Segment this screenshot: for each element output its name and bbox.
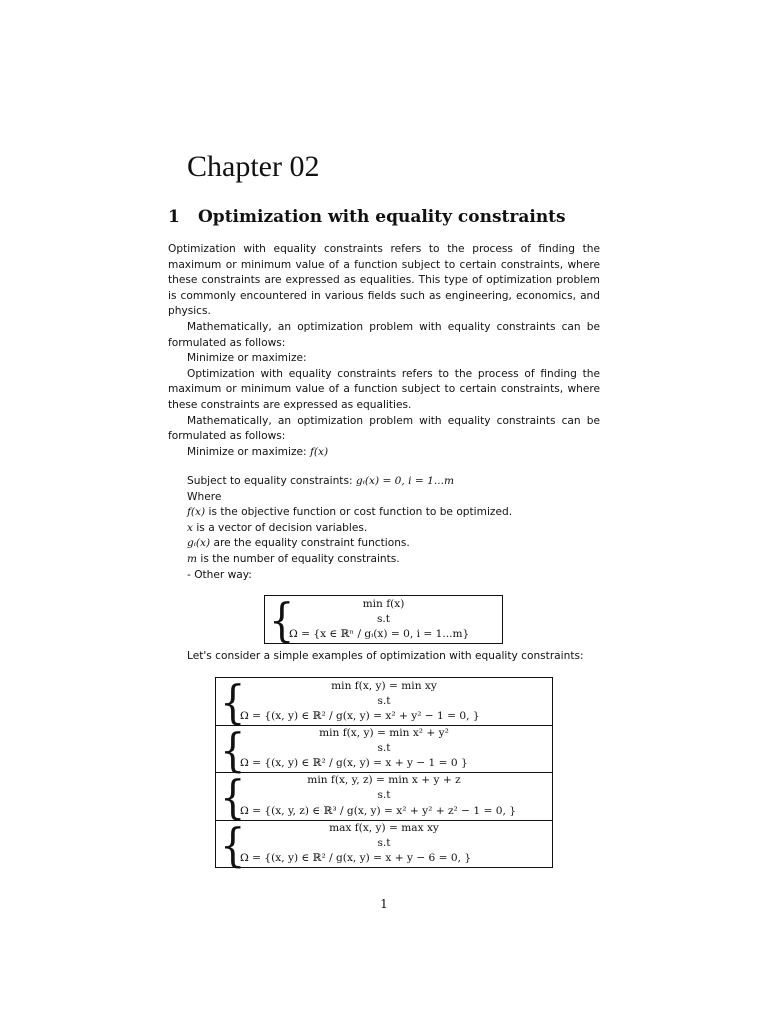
definition-4: [168, 552, 600, 568]
example-3: [216, 771, 552, 825]
constraint-line: [168, 474, 600, 490]
definitions-text: [168, 474, 600, 583]
objective-expr: f(x): [309, 445, 329, 458]
section-title: Optimization with equality constraints: [198, 207, 566, 227]
formula-line-2: s.t: [376, 613, 391, 625]
formula-box: [264, 594, 503, 648]
constraint-label: Subject to equality constraints:: [187, 475, 353, 487]
example-2-line-1: min f(x, y) = min x² + y²: [319, 727, 449, 739]
formula-line-1: min f(x): [362, 598, 405, 610]
example-3-line-2: s.t: [377, 789, 391, 801]
example-3-line-3: Ω = {(x, y, z) ∈ ℝ³ ∕ g(x, y) = x² + y² + z² − 1 = 0, }: [240, 805, 516, 817]
example-1-line-3: Ω = {(x, y) ∈ ℝ² ∕ g(x, y) = x² + y² − 1 = 0, }: [240, 710, 480, 722]
where-label: Where: [187, 490, 222, 503]
definition-1: [168, 505, 600, 521]
def3-expr: gᵢ(x): [187, 537, 211, 550]
example-4-line-2: s.t: [377, 837, 391, 849]
intro-text: [168, 242, 600, 460]
example-1-line-2: s.t: [377, 695, 391, 707]
example-4-line-3: Ω = {(x, y) ∈ ℝ² ∕ g(x, y) = x + y − 6 = 0, }: [240, 852, 472, 864]
left-brace: {: [220, 771, 246, 825]
left-brace: {: [220, 676, 246, 730]
example-2-line-2: s.t: [377, 742, 391, 754]
def3-text: are the equality constraint functions.: [213, 537, 410, 550]
def1-text: is the objective function or cost function to be optimized.: [208, 506, 513, 519]
def4-text: is the number of equality constraints.: [200, 552, 400, 565]
definition-2: [168, 521, 600, 537]
left-brace: {: [220, 819, 246, 873]
paragraph-1: Optimization with equality constraints refers to the process of finding the maximum or minimum value of a function subject to certain constraints, where these constraints are expressed as equalities. This type of optimization problem is commonly encountered in various fields such as engineering, economics, and physics.: [168, 243, 600, 318]
left-brace: {: [220, 724, 246, 778]
examples-box: [215, 676, 553, 873]
example-3-line-1: min f(x, y, z) = min x + y + z: [307, 774, 461, 786]
examples-intro-text: [168, 649, 600, 665]
chapter-title: Chapter 02: [187, 150, 320, 183]
paragraph-2: Mathematically, an optimization problem with equality constraints can be formulated as follows:: [168, 320, 600, 349]
example-4-line-1: max f(x, y) = max xy: [329, 822, 439, 834]
definition-3: [168, 536, 600, 552]
constraint-expr: gᵢ(x) = 0, i = 1...m: [355, 475, 455, 487]
section-number: 1: [168, 207, 180, 227]
other-way-label: - Other way:: [187, 568, 252, 581]
paragraph-6: [168, 445, 600, 461]
paragraph-4: Optimization with equality constraints refers to the process of finding the maximum or minimum value of a function subject to certain constraints, where these constraints are expressed as equalities.: [168, 367, 600, 411]
def1-expr: f(x): [187, 506, 206, 519]
page-number: 1: [380, 897, 388, 911]
paragraph-5: Mathematically, an optimization problem with equality constraints can be formulated as follows:: [168, 414, 600, 443]
examples-intro: Let's consider a simple examples of optimization with equality constraints:: [187, 650, 584, 662]
def2-text: is a vector of decision variables.: [196, 521, 368, 534]
example-2-line-3: Ω = {(x, y) ∈ ℝ² ∕ g(x, y) = x + y − 1 = 0 }: [240, 757, 468, 769]
example-1-line-1: min f(x, y) = min xy: [331, 680, 437, 692]
example-2: [216, 724, 552, 778]
formula-line-3: Ω = {x ∈ ℝⁿ ∕ gᵢ(x) = 0, i = 1...m}: [289, 628, 470, 640]
def4-expr: m: [187, 552, 198, 565]
left-brace: {: [269, 594, 295, 648]
example-4: [216, 819, 552, 873]
example-1: [216, 676, 552, 730]
section-heading: [168, 207, 566, 227]
def2-expr: x: [187, 521, 193, 534]
objective-label: Minimize or maximize:: [187, 445, 307, 458]
paragraph-3: Minimize or maximize:: [187, 352, 307, 365]
